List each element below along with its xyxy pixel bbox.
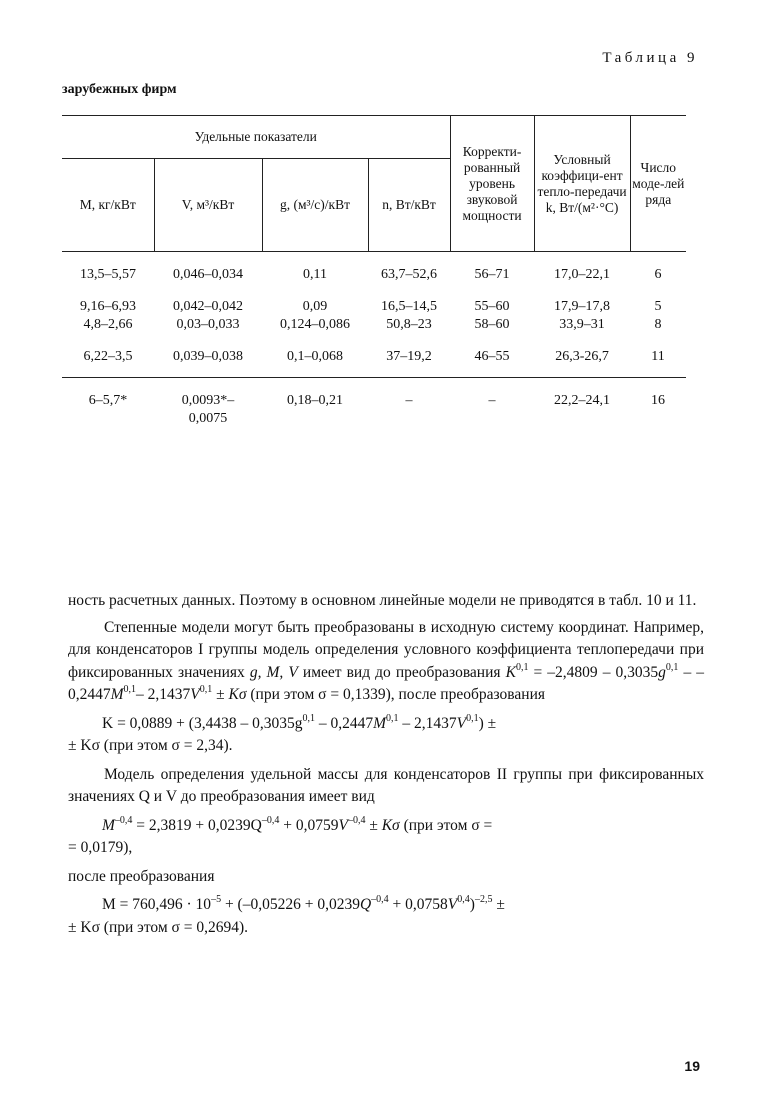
cell: 0,03–0,033 [176, 316, 240, 332]
cell: 0,11 [303, 266, 327, 282]
group-header: Удельные показатели [62, 116, 450, 159]
formula-text: = 2,3819 + 0,0239Q [136, 816, 262, 834]
cell: 16 [651, 392, 666, 408]
cell: 0,046–0,034 [173, 266, 243, 282]
cell: 17,9–17,8 [554, 298, 611, 314]
cell: 50,8–23 [386, 316, 432, 332]
table-subtitle: зарубежных фирм [62, 82, 177, 97]
table-row [62, 392, 686, 410]
col-header-m: M, кг/кВт [62, 159, 154, 252]
cell: 11 [651, 348, 665, 364]
table-row [62, 316, 686, 334]
cell: 4,8–2,66 [83, 316, 133, 332]
cell: 22,2–24,1 [554, 392, 611, 408]
formula-1-cont: ± Kσ (при этом σ = 2,34). [68, 737, 233, 754]
col-header-k: Условный коэффици-ент тепло-передачи k, Вт/(м²·°С) [534, 116, 630, 252]
cell: 16,5–14,5 [381, 298, 438, 314]
cell [534, 410, 630, 428]
cell: 0,09 [302, 298, 328, 314]
data-table [62, 115, 686, 428]
formula-2-cont: = 0,0179), [68, 839, 133, 856]
cell: 9,16–6,93 [80, 298, 136, 314]
formula-2: $M^{-0,4} = 2,3819 + 0,0239Q^{-0,4} + 0,0759V^{-0,4} \pm K\sigma$ (при этом σ = [102, 814, 493, 834]
paragraph-text: имеет вид до преобразования [302, 663, 501, 681]
cell: 0,0075 [188, 410, 228, 426]
formula-text: M = 760,496 · 10 [102, 896, 212, 913]
cell [368, 410, 450, 428]
cell: 6 [654, 266, 662, 282]
cell: 33,9–31 [559, 316, 605, 332]
table-label: Таблица 9 [602, 50, 698, 66]
cell: 0,0093*– [181, 392, 235, 408]
cell: 55–60 [474, 298, 510, 314]
table-row [62, 266, 686, 284]
cell: 8 [654, 316, 662, 332]
paragraph-text: Степенные модели могут быть преобразованы в исходную систему координат. Например, для конденсаторов I группы модель определения условного коэффициента теплопередачи при фиксированных значениях [68, 618, 704, 681]
formula-3-cont: ± Kσ (при этом σ = 0,2694). [68, 918, 249, 936]
cell: – [488, 392, 496, 408]
table-row [62, 410, 686, 428]
table-row [62, 298, 686, 316]
col-header-n: n, Вт/кВт [368, 159, 450, 252]
cell: 37–19,2 [386, 348, 432, 364]
cell: 0,18–0,21 [287, 392, 343, 408]
paragraph-text: (при этом σ = 0,1339), после преобразования [250, 686, 545, 703]
cell [62, 410, 154, 428]
formula-3: $M = 760,496 \cdot 10^{-5} + (-0,05226 + 0,0239Q^{-0,4} + 0,0758V^{0,4})^{-2,5}$ ± [102, 894, 505, 913]
col-header-v: V, м³/кВт [154, 159, 262, 252]
body-text [68, 590, 704, 939]
cell: 13,5–5,57 [80, 266, 136, 282]
formula-text: K = 0,0889 + (3,4438 – 0,3035g [102, 714, 303, 732]
paragraph: Модель определения удельной массы для конденсаторов II группы при фиксированных значениях Q и V до преобразования имеет вид [68, 765, 704, 805]
cell [630, 410, 686, 428]
cell: 56–71 [474, 266, 510, 282]
paragraph: ность расчетных данных. Поэтому в основном линейные модели не приводятся в табл. 10 и 11. [68, 592, 697, 609]
cell: 26,3-26,7 [555, 348, 609, 364]
cell: 63,7–52,6 [381, 266, 438, 282]
cell: 0,1–0,068 [287, 348, 343, 364]
paragraph: после преобразования [68, 867, 215, 885]
paragraph: Степенные модели могут быть преобразованы в исходную систему координат. Например, для конденсаторов I группы модель определения условного коэффициента теплопередачи при фиксированных значениях g, M, V имеет вид до преобразования $K^{0,1} = -2,4809 - 0,3035g^{0,1}$ – – $0,2447M^{0,1}-$ $2,1437V^{0,1} \pm K\sigma$ (при этом σ = 0,1339), после преобразования [68, 618, 705, 703]
formula-1: $K = 0,0889 + (3,4438 - 0,3035g^{0,1} - 0,2447M^{0,1} - 2,1437V^{0,1})$ ± [102, 712, 497, 732]
col-header-sound: Корректи-рованный уровень звуковой мощности [450, 116, 534, 252]
cell: 46–55 [474, 348, 510, 364]
cell: 17,0–22,1 [554, 266, 611, 282]
cell: 0,042–0,042 [173, 298, 243, 314]
cell [262, 410, 368, 428]
formula-text: (при этом σ = [403, 816, 493, 834]
cell: 0,124–0,086 [280, 316, 350, 332]
cell: – [405, 392, 413, 408]
cell [450, 410, 534, 428]
cell: 6–5,7* [88, 392, 128, 408]
col-header-g: g, (м³/с)/кВт [262, 159, 368, 252]
cell: 6,22–3,5 [83, 348, 133, 364]
table-row [62, 348, 686, 366]
col-header-models: Число моде-лей ряда [630, 116, 686, 252]
cell: 5 [654, 298, 662, 314]
page-number: 19 [684, 1058, 700, 1074]
cell: 58–60 [474, 316, 510, 332]
cell: 0,039–0,038 [173, 348, 243, 364]
